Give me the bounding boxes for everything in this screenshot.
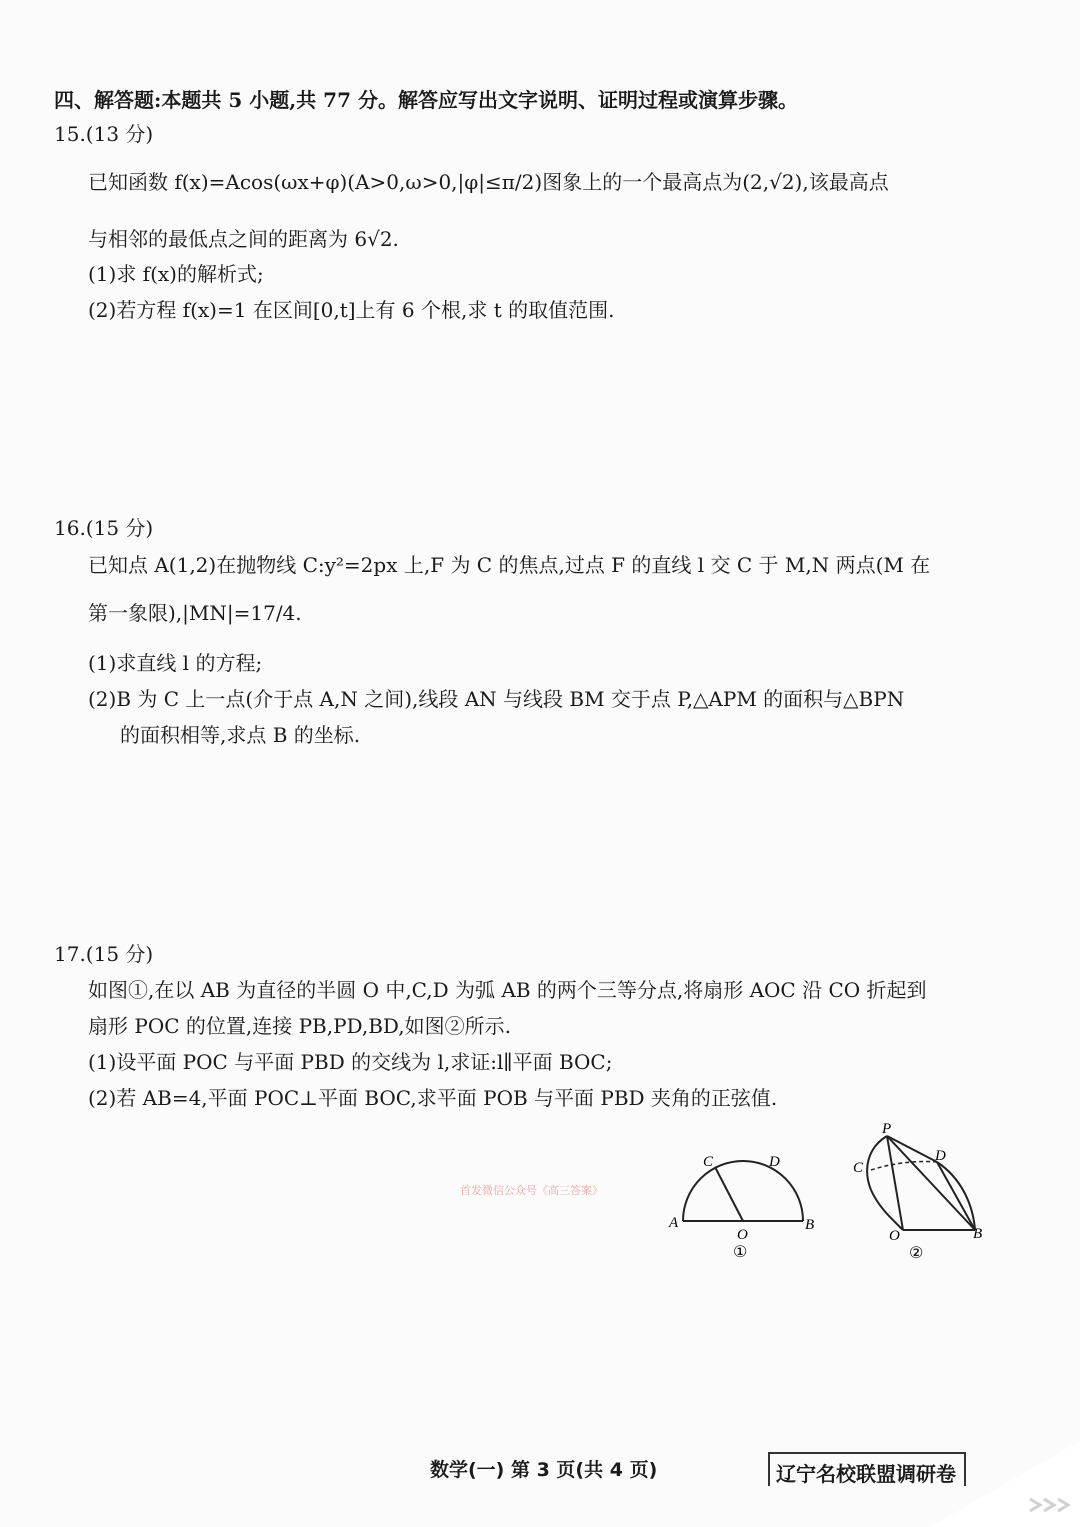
figure-1-label-o: O xyxy=(737,1227,748,1243)
figure-2-label-d: D xyxy=(935,1148,946,1164)
problem-17-line-1: 如图①,在以 AB 为直径的半圆 O 中,C,D 为弧 AB 的两个三等分点,将扇形 AOC 沿 CO 折起到 xyxy=(88,978,927,1002)
problem-16-line-2: 第一象限),|MN|=17/4. xyxy=(88,601,302,625)
figure-1-label-b: B xyxy=(805,1217,815,1233)
figure-2-caption: ② xyxy=(909,1245,924,1262)
problem-16-line-5: 的面积相等,求点 B 的坐标. xyxy=(120,723,361,747)
figure-1-label-d: D xyxy=(769,1154,780,1170)
figure-1-semicircle xyxy=(665,1145,825,1265)
problem-17-line-3: (1)设平面 POC 与平面 PBD 的交线为 l,求证:l∥平面 BOC; xyxy=(88,1050,613,1074)
figure-2-label-o: O xyxy=(889,1228,900,1244)
problem-15-line-3: (1)求 f(x)的解析式; xyxy=(88,262,264,286)
corner-arrow-icon xyxy=(930,1441,1080,1527)
problem-15-line-4: (2)若方程 f(x)=1 在区间[0,t]上有 6 个根,求 t 的取值范围. xyxy=(88,298,615,322)
footer-page-title: 数学(一) 第 3 页(共 4 页) xyxy=(430,1459,658,1481)
figure-1-caption: ① xyxy=(733,1244,748,1261)
section-header: 四、解答题:本题共 5 小题,共 77 分。解答应写出文字说明、证明过程或演算步骤。 xyxy=(54,88,798,112)
figure-2-segment-pd xyxy=(887,1136,937,1162)
problem-16-number: 16.(15 分) xyxy=(54,516,154,540)
problem-15-line-1: 已知函数 f(x)=Acos(ωx+φ)(A>0,ω>0,|φ|≤π/2)图象上的一个最高点为(2,√2),该最高点 xyxy=(88,170,889,194)
problem-17-number: 17.(15 分) xyxy=(54,942,154,966)
figure-2-folded xyxy=(845,1120,995,1265)
watermark: 首发微信公众号《高三答案》 xyxy=(460,1184,603,1197)
figure-2-label-p: P xyxy=(882,1121,892,1137)
figure-1-arc xyxy=(683,1161,803,1221)
problem-16-line-3: (1)求直线 l 的方程; xyxy=(88,651,263,675)
figure-1-label-c: C xyxy=(703,1154,714,1170)
problem-15-number: 15.(13 分) xyxy=(54,122,154,146)
problem-16-line-4: (2)B 为 C 上一点(介于点 A,N 之间),线段 AN 与线段 BM 交于点 P,△APM 的面积与△BPN xyxy=(88,687,905,711)
problem-15-line-2: 与相邻的最低点之间的距离为 6√2. xyxy=(88,227,399,251)
problem-17-line-2: 扇形 POC 的位置,连接 PB,PD,BD,如图②所示. xyxy=(88,1014,511,1038)
footer-brand: 辽宁名校联盟调研卷 xyxy=(768,1452,966,1486)
figure-2-hidden-arc xyxy=(871,1161,937,1170)
problem-16-line-1: 已知点 A(1,2)在抛物线 C:y²=2px 上,F 为 C 的焦点,过点 F 的直线 l 交 C 于 M,N 两点(M 在 xyxy=(88,553,931,577)
figure-2-label-c: C xyxy=(853,1160,864,1176)
figure-2-label-b: B xyxy=(973,1226,983,1242)
figure-1-segment-co xyxy=(715,1167,743,1221)
figure-2-sector-poc xyxy=(867,1136,903,1230)
figure-1-label-a: A xyxy=(669,1215,679,1231)
problem-17-line-4: (2)若 AB=4,平面 POC⊥平面 BOC,求平面 POB 与平面 PBD 夹角的正弦值. xyxy=(88,1086,778,1110)
